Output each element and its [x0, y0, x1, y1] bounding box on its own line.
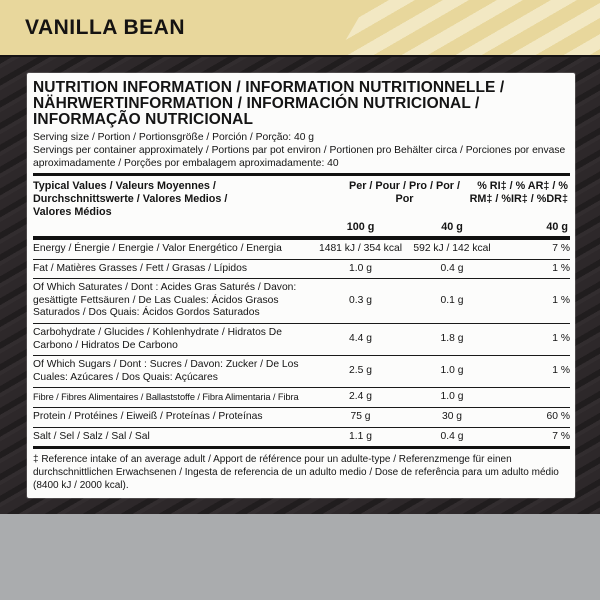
flavor-name: VANILLA BEAN — [25, 16, 185, 39]
reference-intake-footnote: ‡ Reference intake of an average adult / Apport de référence pour un adulte-type / Referenzmenge für einen durchschnittlichen Erwachsenen / Ingesta de referencia de un adulto medio / Dose de referência para um adulto médio (8400 kJ / 2000 kcal). — [33, 454, 559, 492]
row-label: Salt / Sel / Salz / Sal / Sal — [33, 427, 313, 448]
table-header-quantities — [33, 221, 570, 234]
banner-stripes-decoration — [335, 0, 600, 55]
table-row-protein — [33, 407, 570, 427]
value-per-40g: 592 kJ / 142 kcal — [413, 243, 491, 254]
header-reference-intake-column: % RI‡ / % AR‡ / % RM‡ / %IR‡ / %DR‡ — [469, 180, 568, 205]
value-per-40g: 0.1 g — [408, 279, 496, 324]
value-percent-ri: 1 % — [496, 323, 570, 355]
header-qty-100g: 100 g — [346, 221, 375, 233]
nutrition-panel — [27, 73, 575, 498]
value-per-100g: 75 g — [313, 407, 408, 427]
nutrition-table — [33, 240, 570, 449]
row-label: Fat / Matières Grasses / Fett / Grasas / Lípidos — [33, 259, 313, 279]
row-label: Carbohydrate / Glucides / Kohlenhydrate / Hidratos De Carbono / Hidratos De Carbono — [33, 323, 313, 355]
value-percent-ri: 1 % — [496, 279, 570, 324]
table-header — [33, 173, 570, 240]
value-per-100g: 2.5 g — [313, 356, 408, 388]
bottom-gray-area — [0, 514, 600, 600]
row-label: Protein / Protéines / Eiweiß / Proteínas / Proteínas — [33, 407, 313, 427]
header-qty-40g: 40 g — [441, 221, 463, 233]
header-qty-ri-40g: 40 g — [546, 221, 568, 233]
value-per-100g: 1.1 g — [313, 427, 408, 448]
value-per-40g: 0.4 g — [408, 427, 496, 448]
value-percent-ri — [496, 388, 570, 408]
table-header-row — [33, 180, 570, 219]
table-row-saturates — [33, 279, 570, 324]
value-percent-ri: 7 % — [552, 243, 570, 254]
value-per-100g: 2.4 g — [313, 388, 408, 408]
servings-per-container-line: Servings per container approximately / Portions par pot environ / Portionen pro Behälter circa / Porciones por envase aproximadamente / Porções por embalagem aproximadamente: 40 — [33, 145, 566, 169]
table-row-fibre — [33, 388, 570, 408]
flavor-banner — [0, 0, 600, 55]
value-percent-ri: 7 % — [496, 427, 570, 448]
serving-size-line: Serving size / Portion / Portionsgröße / Porción / Porção: 40 g — [33, 132, 315, 143]
header-typical-values: Typical Values / Valeurs Moyennes / Durchschnittswerte / Valores Medios / Valores Médios — [33, 180, 228, 218]
table-row-sugars — [33, 356, 570, 388]
value-per-100g: 4.4 g — [313, 323, 408, 355]
table-row-carbohydrate — [33, 323, 570, 355]
value-per-100g: 1481 kJ / 354 kcal — [319, 243, 402, 254]
row-label: Energy / Énergie / Energie / Valor Energético / Energia — [33, 243, 282, 254]
value-per-40g: 1.0 g — [408, 356, 496, 388]
row-label: Of Which Sugars / Dont : Sucres / Davon: Zucker / De Los Cuales: Azúcares / Dos Quais: Açúcares — [33, 356, 313, 388]
value-per-100g: 0.3 g — [313, 279, 408, 324]
table-row-salt — [33, 427, 570, 448]
row-label: Of Which Saturates / Dont : Acides Gras Saturés / Davon: gesättigte Fettsäuren / De Las Cuales: Ácidos Grasos Saturados / Dos Quais: Ácidos Gordos Saturados — [33, 279, 313, 324]
value-percent-ri: 1 % — [496, 356, 570, 388]
nutrition-title: NUTRITION INFORMATION / INFORMATION NUTRITIONNELLE / NÄHRWERTINFORMATION / INFORMACIÓN NUTRICIONAL / INFORMAÇÃO NUTRICIONAL — [33, 79, 505, 128]
value-percent-ri: 1 % — [496, 259, 570, 279]
value-percent-ri: 60 % — [496, 407, 570, 427]
value-per-100g: 1.0 g — [313, 259, 408, 279]
value-per-40g: 1.8 g — [408, 323, 496, 355]
value-per-40g: 1.0 g — [408, 388, 496, 408]
value-per-40g: 30 g — [408, 407, 496, 427]
header-per-column: Per / Pour / Pro / Por / Por — [349, 180, 460, 205]
table-row-fat — [33, 259, 570, 279]
table-row-energy — [33, 240, 570, 259]
value-per-40g: 0.4 g — [408, 259, 496, 279]
row-label: Fibre / Fibres Alimentaires / Ballaststoffe / Fibra Alimentaria / Fibra — [33, 388, 313, 408]
